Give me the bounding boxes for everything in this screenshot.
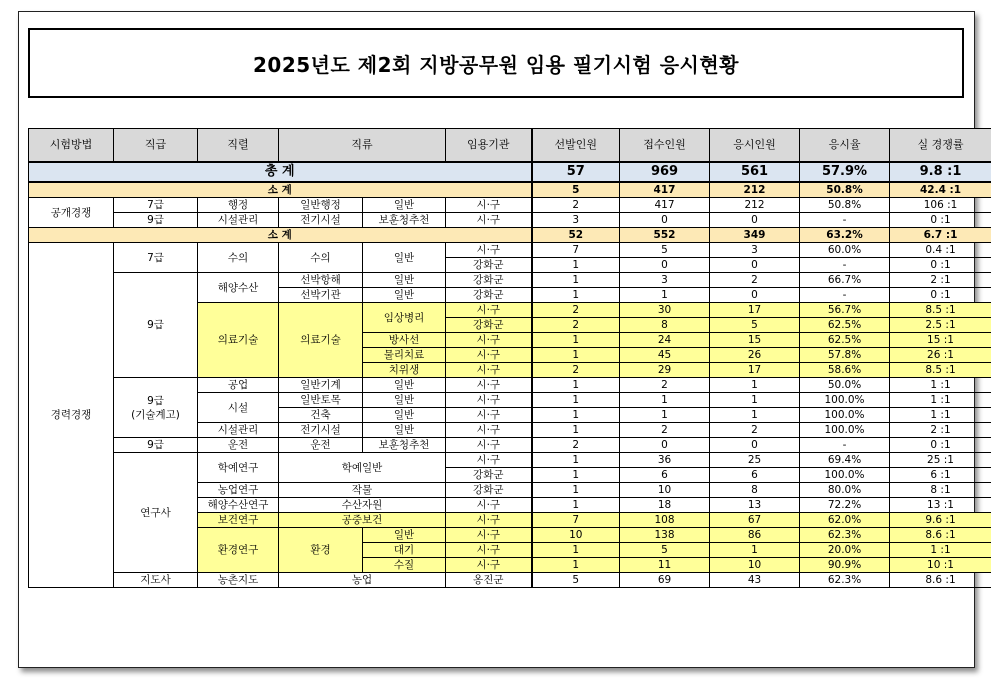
received-cell: 138 xyxy=(620,528,710,543)
subtotal-received: 552 xyxy=(620,228,710,243)
applied-cell: 5 xyxy=(710,318,800,333)
agency-cell: 강화군 xyxy=(446,483,532,498)
agency-cell: 옹진군 xyxy=(446,573,532,588)
grade-cell: 9급 xyxy=(114,213,198,228)
rate-cell: 56.7% xyxy=(800,303,890,318)
selected-cell: 1 xyxy=(532,273,620,288)
agency-cell: 시·구 xyxy=(446,303,532,318)
rate-cell: 62.3% xyxy=(800,573,890,588)
agency-cell: 시·구 xyxy=(446,558,532,573)
header-selected: 선발인원 xyxy=(532,129,620,163)
grade-label: 9급 xyxy=(147,394,164,407)
rate-cell: 50.8% xyxy=(800,198,890,213)
grade-cell xyxy=(114,378,198,438)
series-cell: 농촌지도 xyxy=(198,573,279,588)
category-cell: 농업 xyxy=(279,573,446,588)
applied-cell: 67 xyxy=(710,513,800,528)
received-cell: 5 xyxy=(620,243,710,258)
received-cell: 24 xyxy=(620,333,710,348)
agency-cell: 시·구 xyxy=(446,543,532,558)
competition-cell: 106 :1 xyxy=(890,198,991,213)
selected-cell: 2 xyxy=(532,438,620,453)
header-competition: 실 경쟁률 xyxy=(890,129,991,163)
applied-cell: 10 xyxy=(710,558,800,573)
applied-cell: 212 xyxy=(710,198,800,213)
category-cell: 일반기계 xyxy=(279,378,363,393)
received-cell: 11 xyxy=(620,558,710,573)
competition-cell: 2.5 :1 xyxy=(890,318,991,333)
applied-cell: 3 xyxy=(710,243,800,258)
subcategory-cell: 일반 xyxy=(363,378,446,393)
subtotal-applied: 212 xyxy=(710,182,800,198)
competition-cell: 13 :1 xyxy=(890,498,991,513)
rate-cell: 66.7% xyxy=(800,273,890,288)
agency-cell: 시·구 xyxy=(446,453,532,468)
table-row xyxy=(29,378,991,393)
selected-cell: 10 xyxy=(532,528,620,543)
category-cell: 전기시설 xyxy=(279,213,363,228)
received-cell: 1 xyxy=(620,288,710,303)
applied-cell: 1 xyxy=(710,543,800,558)
agency-cell: 시·구 xyxy=(446,423,532,438)
table-row xyxy=(29,243,991,258)
series-cell: 시설 xyxy=(198,393,279,423)
selected-cell: 1 xyxy=(532,408,620,423)
header-applied: 응시인원 xyxy=(710,129,800,163)
competition-cell: 0 :1 xyxy=(890,213,991,228)
agency-cell: 강화군 xyxy=(446,273,532,288)
rate-cell: - xyxy=(800,438,890,453)
rate-cell: 100.0% xyxy=(800,468,890,483)
header-grade: 직급 xyxy=(114,129,198,163)
applied-cell: 13 xyxy=(710,498,800,513)
rate-cell: 72.2% xyxy=(800,498,890,513)
competition-cell: 8.5 :1 xyxy=(890,363,991,378)
agency-cell: 시·구 xyxy=(446,408,532,423)
agency-cell: 시·구 xyxy=(446,378,532,393)
competition-cell: 26 :1 xyxy=(890,348,991,363)
category-cell: 일반행정 xyxy=(279,198,363,213)
subcategory-cell: 일반 xyxy=(363,288,446,303)
agency-cell: 시·구 xyxy=(446,243,532,258)
applied-cell: 2 xyxy=(710,423,800,438)
received-cell: 108 xyxy=(620,513,710,528)
header-series: 직렬 xyxy=(198,129,279,163)
subtotal-rate: 63.2% xyxy=(800,228,890,243)
rate-cell: 62.5% xyxy=(800,333,890,348)
applied-cell: 2 xyxy=(710,273,800,288)
received-cell: 30 xyxy=(620,303,710,318)
rate-cell: 20.0% xyxy=(800,543,890,558)
subcategory-cell: 방사선 xyxy=(363,333,446,348)
header-method: 시험방법 xyxy=(29,129,114,163)
rate-cell: 62.5% xyxy=(800,318,890,333)
received-cell: 0 xyxy=(620,258,710,273)
subcategory-cell: 일반 xyxy=(363,393,446,408)
applied-cell: 43 xyxy=(710,573,800,588)
subcategory-cell: 일반 xyxy=(363,408,446,423)
category-cell: 의료기술 xyxy=(279,303,363,378)
selected-cell: 3 xyxy=(532,213,620,228)
subtotal-received: 417 xyxy=(620,182,710,198)
total-selected: 57 xyxy=(532,162,620,182)
total-received: 969 xyxy=(620,162,710,182)
series-cell: 운전 xyxy=(198,438,279,453)
selected-cell: 1 xyxy=(532,483,620,498)
selected-cell: 1 xyxy=(532,378,620,393)
series-cell: 농업연구 xyxy=(198,483,279,498)
rate-cell: 62.0% xyxy=(800,513,890,528)
agency-cell: 시·구 xyxy=(446,363,532,378)
subtotal-competition: 42.4 :1 xyxy=(890,182,991,198)
subtotal-competition: 6.7 :1 xyxy=(890,228,991,243)
received-cell: 69 xyxy=(620,573,710,588)
header-received: 접수인원 xyxy=(620,129,710,163)
series-cell: 해양수산연구 xyxy=(198,498,279,513)
category-cell: 수산자원 xyxy=(279,498,446,513)
rate-cell: 90.9% xyxy=(800,558,890,573)
total-row xyxy=(29,162,991,182)
subcategory-cell: 일반 xyxy=(363,528,446,543)
applied-cell: 15 xyxy=(710,333,800,348)
series-cell: 행정 xyxy=(198,198,279,213)
applied-cell: 17 xyxy=(710,303,800,318)
competition-cell: 1 :1 xyxy=(890,378,991,393)
competition-cell: 25 :1 xyxy=(890,453,991,468)
series-cell: 공업 xyxy=(198,378,279,393)
header-agency: 임용기관 xyxy=(446,129,532,163)
series-cell: 해양수산 xyxy=(198,273,279,303)
selected-cell: 2 xyxy=(532,318,620,333)
category-cell: 환경 xyxy=(279,528,363,573)
rate-cell: 62.3% xyxy=(800,528,890,543)
subcategory-cell: 일반 xyxy=(363,198,446,213)
agency-cell: 강화군 xyxy=(446,468,532,483)
competition-cell: 0 :1 xyxy=(890,438,991,453)
applied-cell: 1 xyxy=(710,378,800,393)
received-cell: 45 xyxy=(620,348,710,363)
subtotal-row-career xyxy=(29,228,991,243)
subtotal-label: 소 계 xyxy=(29,228,532,243)
method-cell: 경력경쟁 xyxy=(29,243,114,588)
selected-cell: 2 xyxy=(532,303,620,318)
title-box xyxy=(28,28,964,98)
agency-cell: 시·구 xyxy=(446,528,532,543)
rate-cell: - xyxy=(800,213,890,228)
selected-cell: 1 xyxy=(532,333,620,348)
category-cell: 건축 xyxy=(279,408,363,423)
selected-cell: 1 xyxy=(532,423,620,438)
rate-cell: 69.4% xyxy=(800,453,890,468)
category-cell: 전기시설 xyxy=(279,423,363,438)
total-competition: 9.8 :1 xyxy=(890,162,991,182)
series-cell: 시설관리 xyxy=(198,423,279,438)
subcategory-cell: 수질 xyxy=(363,558,446,573)
selected-cell: 1 xyxy=(532,348,620,363)
subtotal-row-open xyxy=(29,182,991,198)
subcategory-cell: 물리치료 xyxy=(363,348,446,363)
selected-cell: 1 xyxy=(532,498,620,513)
competition-cell: 0.4 :1 xyxy=(890,243,991,258)
total-label: 총 계 xyxy=(29,162,532,182)
grade-cell: 연구사 xyxy=(114,453,198,573)
rate-cell: 100.0% xyxy=(800,393,890,408)
rate-cell: - xyxy=(800,288,890,303)
series-cell: 수의 xyxy=(198,243,279,273)
rate-cell: 60.0% xyxy=(800,243,890,258)
applied-cell: 1 xyxy=(710,393,800,408)
competition-cell: 1 :1 xyxy=(890,543,991,558)
competition-cell: 8 :1 xyxy=(890,483,991,498)
category-cell: 수의 xyxy=(279,243,363,273)
rate-cell: 100.0% xyxy=(800,408,890,423)
category-cell: 운전 xyxy=(279,438,363,453)
grade-cell: 지도사 xyxy=(114,573,198,588)
subtotal-selected: 5 xyxy=(532,182,620,198)
agency-cell: 강화군 xyxy=(446,288,532,303)
agency-cell: 시·구 xyxy=(446,498,532,513)
received-cell: 1 xyxy=(620,393,710,408)
applied-cell: 17 xyxy=(710,363,800,378)
selected-cell: 1 xyxy=(532,393,620,408)
subcategory-cell: 보훈청추천 xyxy=(363,438,446,453)
selected-cell: 5 xyxy=(532,573,620,588)
selected-cell: 1 xyxy=(532,453,620,468)
competition-cell: 8.5 :1 xyxy=(890,303,991,318)
selected-cell: 1 xyxy=(532,543,620,558)
applied-cell: 0 xyxy=(710,288,800,303)
agency-cell: 시·구 xyxy=(446,213,532,228)
subtotal-applied: 349 xyxy=(710,228,800,243)
competition-cell: 10 :1 xyxy=(890,558,991,573)
applied-cell: 26 xyxy=(710,348,800,363)
agency-cell: 시·구 xyxy=(446,333,532,348)
total-rate: 57.9% xyxy=(800,162,890,182)
competition-cell: 0 :1 xyxy=(890,258,991,273)
received-cell: 0 xyxy=(620,213,710,228)
selected-cell: 2 xyxy=(532,198,620,213)
series-cell: 학예연구 xyxy=(198,453,279,483)
selected-cell: 7 xyxy=(532,513,620,528)
agency-cell: 시·구 xyxy=(446,348,532,363)
selected-cell: 7 xyxy=(532,243,620,258)
received-cell: 2 xyxy=(620,378,710,393)
page-title: 2025년도 제2회 지방공무원 임용 필기시험 응시현황 xyxy=(253,52,739,77)
rate-cell: 58.6% xyxy=(800,363,890,378)
received-cell: 5 xyxy=(620,543,710,558)
table-row xyxy=(29,273,991,288)
applied-cell: 8 xyxy=(710,483,800,498)
series-cell: 시설관리 xyxy=(198,213,279,228)
rate-cell: 80.0% xyxy=(800,483,890,498)
rate-cell: 57.8% xyxy=(800,348,890,363)
received-cell: 18 xyxy=(620,498,710,513)
grade-sublabel: (기술계고) xyxy=(131,408,180,421)
table-row xyxy=(29,438,991,453)
grade-cell: 9급 xyxy=(114,273,198,378)
received-cell: 1 xyxy=(620,408,710,423)
grade-cell: 7급 xyxy=(114,198,198,213)
competition-cell: 9.6 :1 xyxy=(890,513,991,528)
received-cell: 0 xyxy=(620,438,710,453)
competition-cell: 2 :1 xyxy=(890,273,991,288)
applied-cell: 1 xyxy=(710,408,800,423)
category-cell: 공중보건 xyxy=(279,513,446,528)
category-cell: 선박항해 xyxy=(279,273,363,288)
received-cell: 6 xyxy=(620,468,710,483)
competition-cell: 6 :1 xyxy=(890,468,991,483)
selected-cell: 1 xyxy=(532,288,620,303)
subcategory-cell: 임상병리 xyxy=(363,303,446,333)
table-row xyxy=(29,453,991,468)
agency-cell: 시·구 xyxy=(446,513,532,528)
competition-cell: 8.6 :1 xyxy=(890,573,991,588)
exam-status-table xyxy=(28,128,991,588)
subcategory-cell: 일반 xyxy=(363,243,446,273)
series-cell: 보건연구 xyxy=(198,513,279,528)
subcategory-cell: 대기 xyxy=(363,543,446,558)
agency-cell: 시·구 xyxy=(446,438,532,453)
selected-cell: 1 xyxy=(532,558,620,573)
category-cell: 일반토목 xyxy=(279,393,363,408)
selected-cell: 2 xyxy=(532,363,620,378)
subcategory-cell: 보훈청추천 xyxy=(363,213,446,228)
received-cell: 2 xyxy=(620,423,710,438)
competition-cell: 2 :1 xyxy=(890,423,991,438)
received-cell: 36 xyxy=(620,453,710,468)
header-rate: 응시율 xyxy=(800,129,890,163)
applied-cell: 0 xyxy=(710,258,800,273)
received-cell: 10 xyxy=(620,483,710,498)
agency-cell: 시·구 xyxy=(446,198,532,213)
agency-cell: 시·구 xyxy=(446,393,532,408)
applied-cell: 86 xyxy=(710,528,800,543)
rate-cell: - xyxy=(800,258,890,273)
series-cell: 의료기술 xyxy=(198,303,279,378)
competition-cell: 8.6 :1 xyxy=(890,528,991,543)
grade-cell: 7급 xyxy=(114,243,198,273)
subtotal-selected: 52 xyxy=(532,228,620,243)
total-applied: 561 xyxy=(710,162,800,182)
rate-cell: 50.0% xyxy=(800,378,890,393)
applied-cell: 6 xyxy=(710,468,800,483)
header-category: 직류 xyxy=(279,129,446,163)
agency-cell: 강화군 xyxy=(446,258,532,273)
subtotal-rate: 50.8% xyxy=(800,182,890,198)
rate-cell: 100.0% xyxy=(800,423,890,438)
grade-cell: 9급 xyxy=(114,438,198,453)
subcategory-cell: 치위생 xyxy=(363,363,446,378)
applied-cell: 0 xyxy=(710,213,800,228)
category-cell: 작물 xyxy=(279,483,446,498)
selected-cell: 1 xyxy=(532,468,620,483)
received-cell: 417 xyxy=(620,198,710,213)
subcategory-cell: 일반 xyxy=(363,423,446,438)
competition-cell: 15 :1 xyxy=(890,333,991,348)
received-cell: 29 xyxy=(620,363,710,378)
competition-cell: 1 :1 xyxy=(890,408,991,423)
received-cell: 8 xyxy=(620,318,710,333)
series-cell: 환경연구 xyxy=(198,528,279,573)
selected-cell: 1 xyxy=(532,258,620,273)
table-row xyxy=(29,213,991,228)
subcategory-cell: 일반 xyxy=(363,273,446,288)
category-cell: 학예일반 xyxy=(279,453,446,483)
applied-cell: 0 xyxy=(710,438,800,453)
header-row xyxy=(29,129,991,163)
category-cell: 선박기관 xyxy=(279,288,363,303)
competition-cell: 0 :1 xyxy=(890,288,991,303)
table-row xyxy=(29,198,991,213)
applied-cell: 25 xyxy=(710,453,800,468)
received-cell: 3 xyxy=(620,273,710,288)
competition-cell: 1 :1 xyxy=(890,393,991,408)
agency-cell: 강화군 xyxy=(446,318,532,333)
subtotal-label: 소 계 xyxy=(29,182,532,198)
table-row xyxy=(29,573,991,588)
method-cell: 공개경쟁 xyxy=(29,198,114,228)
